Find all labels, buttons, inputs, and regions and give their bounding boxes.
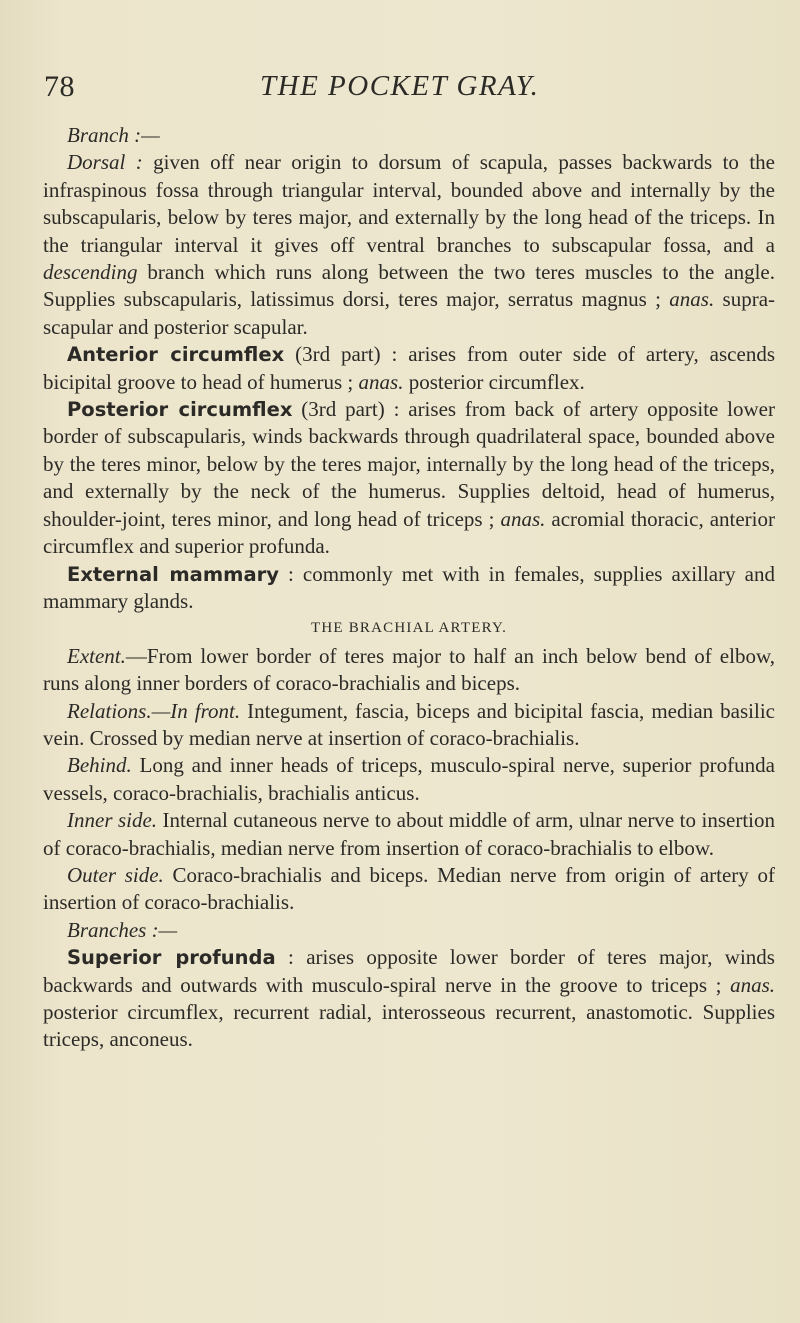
paragraph-branches [43, 917, 775, 944]
inner-side-text-a: Internal cutaneous nerve to about middle of arm, ulnar nerve to insertion of coraco-brachialis, median nerve from insertion of coraco-brachialis to elbow. [43, 808, 775, 860]
inner-side-label: Inner side. [67, 808, 158, 833]
anterior-circumflex-label: Anterior circumflex [67, 343, 285, 367]
dorsal-label: Dorsal : [67, 150, 143, 175]
behind-label: Behind. [67, 753, 132, 778]
body-text [43, 122, 775, 1054]
paragraph-extent [43, 643, 775, 698]
section-heading: THE BRACHIAL ARTERY. [310, 620, 508, 637]
anterior-circumflex-text-b: posterior circumflex. [403, 369, 585, 394]
posterior-circumflex-text-a: (3rd part) : arises from back of artery opposite lower border of subscapularis, winds backwards through quadrilateral space, bounded above by the teres minor, below by the teres major, internally by the long head of the triceps, and externally by the neck of the humerus. Supplies deltoid, head of humerus, shoulder-joint, teres minor, and long head of triceps ; [43, 397, 776, 531]
dorsal-text-b: branch which runs along between the two teres muscles to the angle. Supplies subscapularis, latissimus dorsi, teres major, serratus magnus ; [43, 260, 775, 312]
running-head: THE POCKET GRAY. [260, 70, 540, 102]
superior-profunda-text-b: posterior circumflex, recurrent radial, interosseous recurrent, anastomotic. Supplies triceps, anconeus. [43, 1000, 775, 1052]
superior-profunda-text-a: : arises opposite lower border of teres major, winds backwards and outwards with musculo-spiral nerve in the groove to triceps ; [43, 945, 775, 997]
anterior-circumflex-text-a: (3rd part) : arises from outer side of artery, ascends bicipital groove to head of humerus ; [43, 342, 775, 394]
paragraph-behind [43, 752, 775, 807]
paragraph-relations [43, 698, 775, 753]
page-number: 78 [44, 70, 75, 103]
extent-text-a: —From lower border of teres major to half an inch below bend of elbow, runs along inner borders of coraco-brachialis and biceps. [43, 643, 775, 696]
extent-label: Extent. [67, 643, 126, 668]
posterior-circumflex-anas: anas. [500, 506, 546, 531]
paragraph-external-mammary [43, 561, 775, 616]
external-mammary-text-a: : commonly met with in females, supplies axillary and mammary glands. [43, 561, 775, 613]
branch-label: Branch :— [67, 123, 160, 147]
page-header [44, 70, 784, 110]
paragraph-dorsal [43, 149, 775, 341]
anterior-circumflex-anas: anas. [358, 369, 404, 394]
paragraph-outer-side [43, 862, 775, 917]
dorsal-text-a: given off near origin to dorsum of scapula, passes backwards to the infraspinous fossa through triangular interval, bounded above and internally by the subscapularis, below by teres major, and externally by the long head of the triceps. In the triangular interval it gives off ventral branches to subscapular fossa, and a [43, 150, 775, 257]
paragraph-anterior-circumflex [43, 341, 775, 396]
posterior-circumflex-label: Posterior circumflex [67, 398, 293, 422]
external-mammary-label: External mammary [67, 562, 279, 586]
relations-label: Relations.—In front. [67, 698, 241, 723]
relations-text-a: Integument, fascia, biceps and bicipital fascia, median basilic vein. Crossed by median nerve at insertion of coraco-brachialis. [43, 698, 775, 750]
superior-profunda-label: Superior profunda [67, 946, 276, 970]
outer-side-text-a: Coraco-brachialis and biceps. Median nerve from origin of artery of insertion of coraco-brachialis. [43, 862, 775, 915]
dorsal-anas: anas. [669, 287, 715, 312]
branches-label: Branches :— [67, 917, 178, 942]
paragraph-superior-profunda [43, 944, 775, 1054]
posterior-circumflex-text-b: acromial thoracic, anterior circumflex and superior profunda. [43, 506, 775, 559]
behind-text-a: Long and inner heads of triceps, musculo-spiral nerve, superior profunda vessels, coraco-brachialis, brachialis anticus. [43, 753, 775, 805]
dorsal-text-c: supra-scapular and posterior scapular. [43, 287, 776, 339]
paragraph-inner-side [43, 807, 775, 862]
paragraph-branch [43, 122, 775, 149]
outer-side-label: Outer side. [67, 862, 164, 887]
superior-profunda-anas: anas. [730, 972, 775, 997]
paragraph-posterior-circumflex [43, 396, 775, 560]
dorsal-emphasis: descending [43, 260, 138, 285]
